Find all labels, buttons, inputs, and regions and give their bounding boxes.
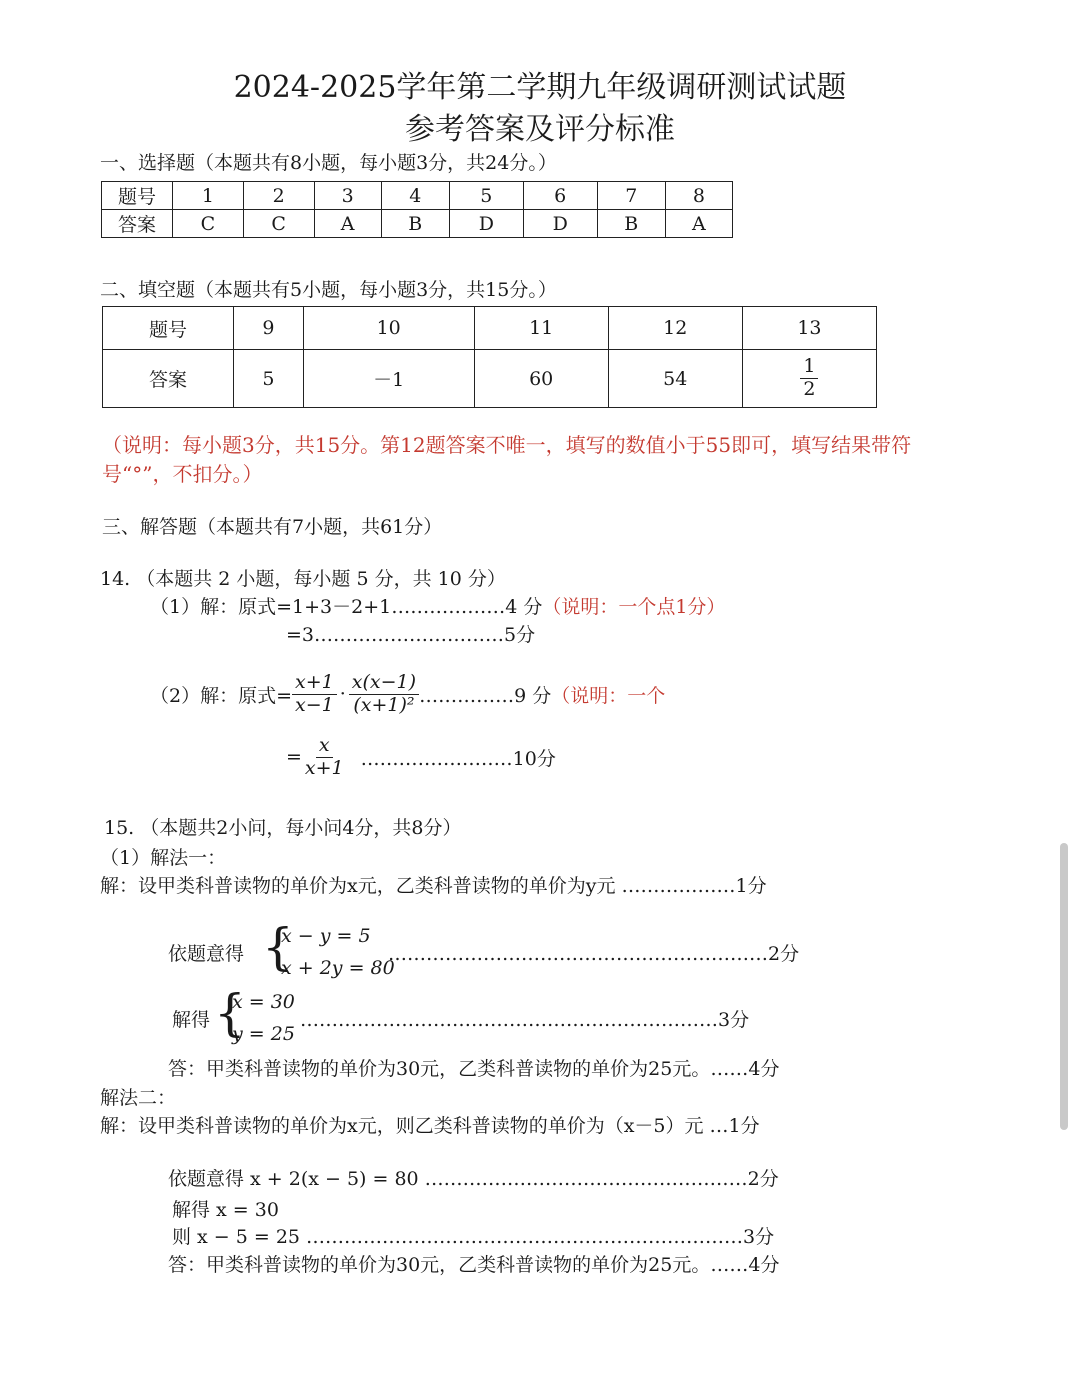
answer-cell: D: [523, 210, 597, 238]
q15-system-label: 依题意得: [168, 943, 245, 965]
fraction-one-half: [800, 356, 818, 401]
q15-system-score: ……………………………………………………2分: [388, 943, 800, 965]
q15-method2-equation: 依题意得 x + 2(x − 5) = 80 ……………………………………………2分: [168, 1168, 779, 1190]
q14-part2-prefix: （2）解：原式=: [150, 684, 293, 707]
q14-fraction-c: [302, 735, 347, 780]
answer-cell: A: [314, 210, 381, 238]
system-equation-2: x + 2y = 80: [281, 957, 395, 979]
row-label-answer: 答案: [103, 350, 234, 408]
answer-cell: －1: [303, 350, 474, 408]
fraction-denominator: x+1: [304, 756, 344, 779]
q15-method2-then: 则 x − 5 = 25 ……………………………………………………………3分: [172, 1226, 775, 1248]
answer-cell: 5: [234, 350, 304, 408]
q15-solution-score: …………………………………………………………3分: [300, 1009, 750, 1031]
row-label-answer: 答案: [102, 210, 173, 238]
question-number: 1: [173, 182, 244, 210]
q14-part1-line1: [150, 592, 725, 619]
q14-part1-step: （1）解：原式=1+3－2+1………………4 分: [150, 596, 543, 618]
section3-heading: 三、解答题（本题共有7小题，共61分）: [102, 516, 443, 538]
question-number: 8: [665, 182, 732, 210]
question-number: 12: [608, 307, 742, 350]
solution-y: y = 25: [232, 1023, 295, 1045]
question-number: 10: [303, 307, 474, 350]
section1-heading: 一、选择题（本题共有8小题，每小题3分，共24分。）: [100, 152, 557, 174]
q14-part2-score2: ……………………10分: [360, 747, 556, 770]
q15-method1-setup: 解：设甲类科普读物的单价为x元，乙类科普读物的单价为y元 ………………1分: [100, 875, 767, 897]
solution-x: x = 30: [232, 991, 295, 1013]
system-equation-1: x − y = 5: [281, 925, 371, 947]
q14-fraction-a: [292, 672, 337, 717]
question-number: 3: [314, 182, 381, 210]
left-brace: {: [262, 918, 294, 976]
answer-cell: C: [243, 210, 314, 238]
q15-method1-label: （1）解法一：: [100, 847, 227, 869]
q15-method2-answer: 答：甲类科普读物的单价为30元，乙类科普读物的单价为25元。……4分: [168, 1254, 780, 1276]
fill-blank-answer-table: [102, 306, 877, 408]
question-number: 13: [742, 307, 876, 350]
section2-note-line1: （说明：每小题3分，共15分。第12题答案不唯一，填写的数值小于55即可，填写结果带符: [102, 433, 912, 457]
answer-cell: C: [173, 210, 244, 238]
q15-method2-setup: 解：设甲类科普读物的单价为x元，则乙类科普读物的单价为（x－5）元 …1分: [100, 1115, 760, 1137]
row-label-question: 题号: [102, 182, 173, 210]
answer-cell: B: [597, 210, 665, 238]
q14-part1-note: （说明：一个点1分）: [542, 596, 726, 618]
q14-part2-line2: [286, 735, 556, 780]
question-number: 5: [449, 182, 523, 210]
answer-cell: 60: [474, 350, 608, 408]
fraction-numerator: x(x−1): [349, 672, 419, 695]
q14-part2-note: （说明：一个: [551, 684, 666, 707]
faded-text-overlay: [690, 676, 800, 712]
answer-cell: A: [665, 210, 732, 238]
fraction-denominator: (x+1)²: [353, 693, 415, 716]
fraction-numerator: x: [316, 735, 333, 758]
section2-heading: 二、填空题（本题共有5小题，每小题3分，共15分。）: [100, 279, 557, 301]
question-number: 4: [381, 182, 449, 210]
q14-heading: 14. （本题共 2 小题，每小题 5 分，共 10 分）: [100, 568, 506, 590]
row-label-question: 题号: [103, 307, 234, 350]
equals-sign: =: [286, 746, 302, 769]
q15-method2-label: 解法二：: [100, 1087, 177, 1109]
fraction-numerator: 1: [800, 356, 818, 379]
q15-method1-answer: 答：甲类科普读物的单价为30元，乙类科普读物的单价为25元。……4分: [168, 1058, 780, 1080]
answer-cell-fraction: [742, 350, 876, 408]
fraction-denominator: 2: [803, 378, 816, 400]
left-brace: {: [214, 984, 246, 1042]
question-number: 11: [474, 307, 608, 350]
question-number: 9: [234, 307, 304, 350]
q14-part2-score1: ……………9 分: [419, 684, 552, 707]
section2-note-line2: 号“°”，不扣分。）: [102, 462, 263, 486]
document-subtitle: 参考答案及评分标准: [405, 112, 675, 147]
answer-cell: D: [449, 210, 523, 238]
fraction-denominator: x−1: [295, 693, 334, 716]
q14-part1-line2: =3…………………………5分: [286, 624, 536, 646]
q15-heading: 15. （本题共2小问，每小问4分，共8分）: [104, 817, 462, 839]
choice-answer-table: [101, 181, 733, 238]
document-title: 2024-2025学年第二学期九年级调研测试试题: [233, 70, 847, 105]
answer-cell: B: [381, 210, 449, 238]
q14-fraction-b: [349, 672, 419, 717]
vertical-scrollbar-thumb[interactable]: [1060, 843, 1068, 1130]
fraction-numerator: x+1: [292, 672, 337, 695]
question-number: 6: [523, 182, 597, 210]
q14-part2-line1: [150, 672, 665, 717]
question-number: 7: [597, 182, 665, 210]
multiply-dot: ·: [339, 683, 346, 706]
question-number: 2: [243, 182, 314, 210]
q15-solution-label: 解得: [172, 1009, 211, 1031]
q15-method2-solution: 解得 x = 30: [172, 1199, 279, 1221]
answer-cell: 54: [608, 350, 742, 408]
